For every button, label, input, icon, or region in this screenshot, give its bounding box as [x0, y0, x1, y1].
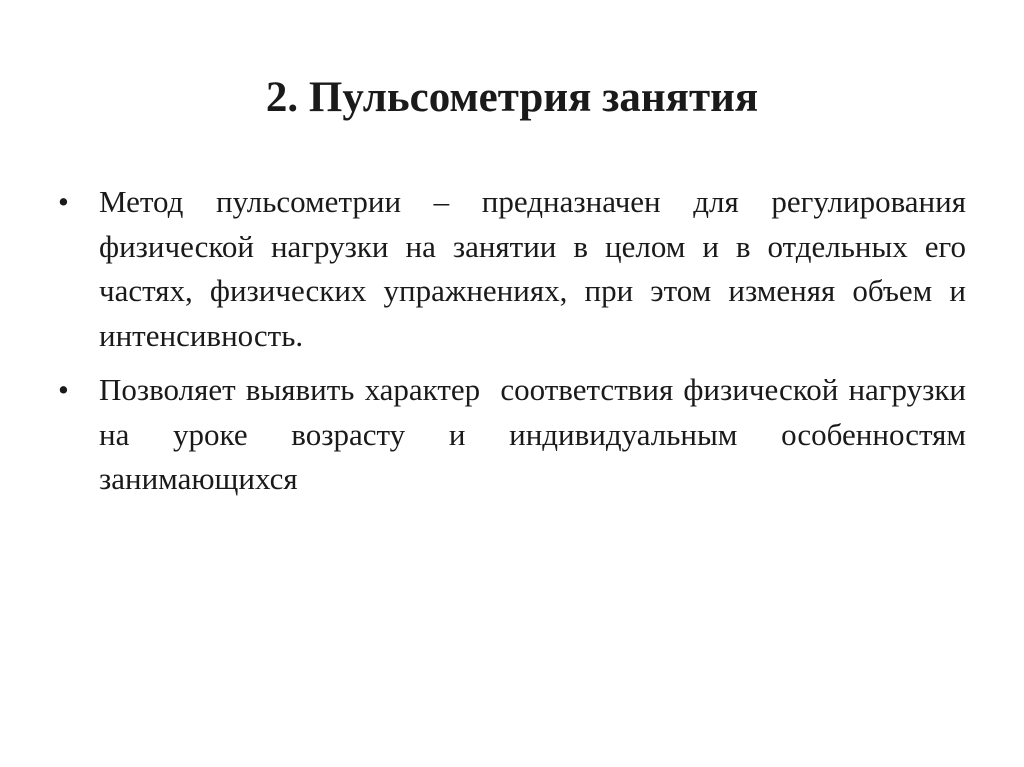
- bullet-dot-icon: •: [58, 372, 69, 407]
- bullet-list: [56, 180, 974, 512]
- slide-title: 2. Пульсометрия занятия: [265, 74, 759, 121]
- bullet-text: Метод пульсометрии – предназначен для регулирования физической нагрузки на занятии в целом и в отдельных его частях, физических упражнениях, при этом изменяя объем и интенсивность.: [99, 184, 974, 353]
- bullet-text: Позволяет выявить характер соответствия физической нагрузки на уроке возрасту и индивидуальным особенностям занимающихся: [99, 372, 974, 496]
- bullet-item: [56, 368, 974, 502]
- bullet-item: [56, 180, 974, 358]
- bullet-dot-icon: •: [58, 184, 69, 219]
